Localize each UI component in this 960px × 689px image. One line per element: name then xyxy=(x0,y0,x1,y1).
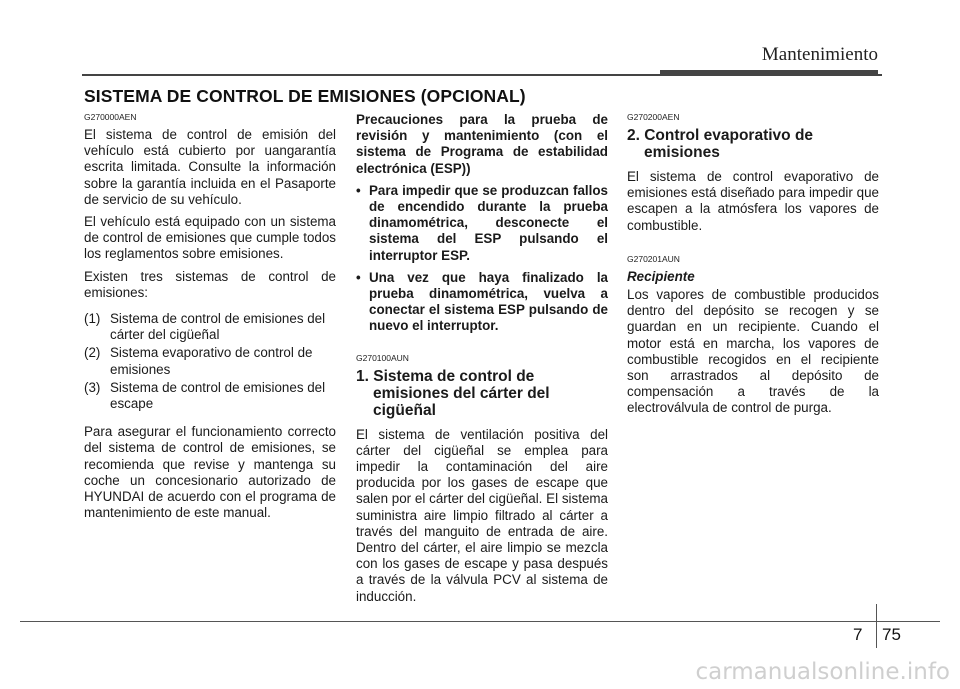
section-title: SISTEMA DE CONTROL DE EMISIONES (OPCIONAL) xyxy=(84,86,526,106)
section-code: G270100AUN xyxy=(356,352,409,363)
paragraph: Para asegurar el funcionamiento correcto del sistema de control de emisiones, se recomienda que revise y mantenga su coche un concesionario autorizado de HYUNDAI de acuerdo con el programa de mantenimiento de este manual. xyxy=(84,424,336,521)
paragraph: El sistema de control evaporativo de emisiones está diseñado para impedir que escapen a la atmósfera los vapores de combustible. xyxy=(627,169,879,233)
column-3 xyxy=(627,112,879,423)
chapter-number: 7 xyxy=(853,625,863,644)
bullet-text: Para impedir que se produzcan fallos de encendido durante la prueba dinamométrica, desconecte el sistema del ESP pulsando el interruptor ESP. xyxy=(369,182,608,263)
bullet-icon: • xyxy=(356,269,361,285)
list-item xyxy=(84,311,336,343)
paragraph: El sistema de control de emisión del vehículo está cubierto por uangarantía escrita limitada. Consulte la información sobre la garantía incluida en el Pasaporte de servicio de su vehículo. xyxy=(84,127,336,207)
paragraph: Los vapores de combustible producidos dentro del depósito se recogen y se guardan en un recipiente. Cuando el motor está en marcha, los vapores de combustible recogidos en el recipiente son arrastrados al depósito de compensación a través de la electroválvula de control de purga. xyxy=(627,287,879,416)
list-number: (1) xyxy=(84,311,101,327)
precautions-intro: Precauciones para la prueba de revisión y mantenimiento (con el sistema de Programa de estabilidad electrónica (ESP)) xyxy=(356,112,608,176)
list-text: Sistema de control de emisiones del escape xyxy=(110,379,326,412)
systems-list xyxy=(84,311,336,412)
paragraph: El vehículo está equipado con un sistema de control de emisiones que cumple todos los reglamentos sobre emisiones. xyxy=(84,214,336,262)
list-item xyxy=(84,380,336,412)
footer-rule xyxy=(20,621,940,622)
section-code: G270200AEN xyxy=(627,112,680,122)
bullet-text: Una vez que haya finalizado la prueba dinamométrica, vuelva a conectar el sistema ESP pulsando de nuevo el interruptor. xyxy=(369,269,608,334)
section-code: G270201AUN xyxy=(627,253,680,264)
bullet-item xyxy=(356,270,608,335)
list-item xyxy=(84,345,336,377)
footer-divider xyxy=(876,604,877,648)
heading-line: 1. Sistema de control de xyxy=(356,367,535,385)
page-number: 75 xyxy=(882,625,901,644)
header-title: Mantenimiento xyxy=(761,44,878,65)
paragraph: Existen tres sistemas de control de emisiones: xyxy=(84,268,336,300)
heading-line: emisiones del cárter del xyxy=(373,384,550,402)
heading-line: emisiones xyxy=(644,144,720,161)
list-text: Sistema evaporativo de control de emisiones xyxy=(110,345,313,377)
column-2 xyxy=(356,112,608,611)
list-number: (2) xyxy=(84,345,101,361)
list-text: Sistema de control de emisiones del cárter del cigüeñal xyxy=(110,311,326,343)
bullet-icon: • xyxy=(356,182,361,198)
section-heading xyxy=(627,127,879,161)
header-rule-accent xyxy=(660,70,878,76)
bullet-item xyxy=(356,183,608,264)
watermark: carmanualsonline.info xyxy=(695,659,950,685)
section-code: G270000AEN xyxy=(84,112,137,122)
heading-line: cigüeñal xyxy=(373,401,436,419)
list-number: (3) xyxy=(84,379,101,395)
column-1 xyxy=(84,112,336,527)
section-heading xyxy=(356,368,608,419)
heading-line: 2. Control evaporativo de xyxy=(627,127,814,144)
paragraph: El sistema de ventilación positiva del cárter del cigüeñal se emplea para impedir la contaminación del aire producida por los gases de escape que salen por el cárter del cigüeñal. El sistema suministra aire limpio filtrado al cárter a través del manguito de entrada de aire. Dentro del cárter, el aire limpio se mezcla con los gases de escape y pasa después a través de la válvula PCV al sistema de inducción. xyxy=(356,426,608,604)
subheading: Recipiente xyxy=(627,268,695,284)
